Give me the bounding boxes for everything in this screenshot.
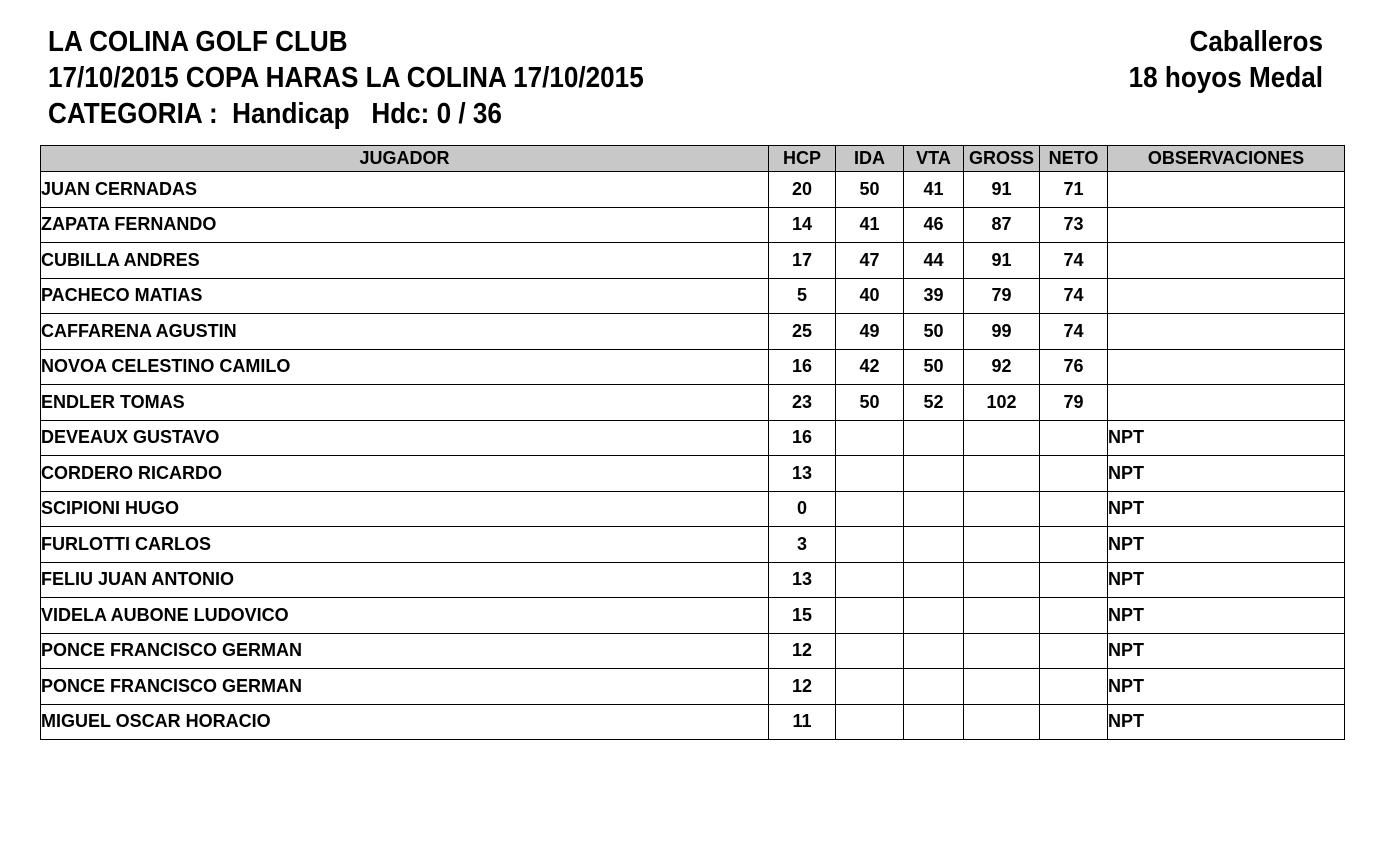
- hcp-cell: 16: [769, 420, 836, 456]
- column-header-gross: GROSS: [964, 146, 1040, 172]
- neto-cell: [1040, 598, 1108, 634]
- vta-cell: 41: [904, 172, 964, 208]
- results-table: [40, 145, 1345, 740]
- observaciones-cell: [1108, 385, 1345, 421]
- vta-cell: 46: [904, 207, 964, 243]
- event-title: 17/10/2015 COPA HARAS LA COLINA 17/10/2015: [48, 62, 644, 94]
- neto-cell: [1040, 456, 1108, 492]
- table-row: [41, 314, 1345, 350]
- column-header-observaciones: OBSERVACIONES: [1108, 146, 1345, 172]
- ida-cell: 50: [836, 385, 904, 421]
- ida-cell: 42: [836, 349, 904, 385]
- observaciones-cell: NPT: [1108, 704, 1345, 740]
- observaciones-cell: NPT: [1108, 491, 1345, 527]
- table-row: [41, 385, 1345, 421]
- observaciones-cell: [1108, 207, 1345, 243]
- hcp-cell: 12: [769, 633, 836, 669]
- gross-cell: 91: [964, 243, 1040, 279]
- table-row: [41, 349, 1345, 385]
- hcp-cell: 5: [769, 278, 836, 314]
- neto-cell: [1040, 633, 1108, 669]
- neto-cell: [1040, 704, 1108, 740]
- player-name-cell: PACHECO MATIAS: [41, 278, 769, 314]
- vta-cell: 39: [904, 278, 964, 314]
- gross-cell: [964, 420, 1040, 456]
- report-header: [48, 24, 710, 132]
- hcp-cell: 25: [769, 314, 836, 350]
- gross-cell: [964, 491, 1040, 527]
- hcp-cell: 16: [769, 349, 836, 385]
- table-row: [41, 456, 1345, 492]
- table-row: [41, 278, 1345, 314]
- neto-cell: 71: [1040, 172, 1108, 208]
- observaciones-cell: NPT: [1108, 669, 1345, 705]
- neto-cell: 74: [1040, 278, 1108, 314]
- observaciones-cell: NPT: [1108, 633, 1345, 669]
- table-row: [41, 633, 1345, 669]
- player-name-cell: SCIPIONI HUGO: [41, 491, 769, 527]
- column-header-neto: NETO: [1040, 146, 1108, 172]
- category-line: CATEGORIA : Handicap Hdc: 0 / 36: [48, 98, 502, 130]
- hcp-cell: 13: [769, 456, 836, 492]
- ida-cell: [836, 527, 904, 563]
- vta-cell: [904, 491, 964, 527]
- ida-cell: 50: [836, 172, 904, 208]
- table-row: [41, 598, 1345, 634]
- neto-cell: [1040, 669, 1108, 705]
- vta-cell: [904, 704, 964, 740]
- ida-cell: [836, 598, 904, 634]
- gross-cell: [964, 562, 1040, 598]
- player-name-cell: CUBILLA ANDRES: [41, 243, 769, 279]
- hcp-cell: 13: [769, 562, 836, 598]
- neto-cell: 79: [1040, 385, 1108, 421]
- ida-cell: [836, 562, 904, 598]
- column-header-jugador: JUGADOR: [41, 146, 769, 172]
- vta-cell: [904, 527, 964, 563]
- player-name-cell: CAFFARENA AGUSTIN: [41, 314, 769, 350]
- report-format: [1107, 24, 1323, 96]
- ida-cell: [836, 491, 904, 527]
- vta-cell: [904, 669, 964, 705]
- player-name-cell: NOVOA CELESTINO CAMILO: [41, 349, 769, 385]
- neto-cell: [1040, 420, 1108, 456]
- gross-cell: 91: [964, 172, 1040, 208]
- observaciones-cell: NPT: [1108, 420, 1345, 456]
- neto-cell: [1040, 527, 1108, 563]
- observaciones-cell: [1108, 349, 1345, 385]
- table-row: [41, 669, 1345, 705]
- table-header-row: [41, 146, 1345, 172]
- neto-cell: 76: [1040, 349, 1108, 385]
- gross-cell: [964, 527, 1040, 563]
- observaciones-cell: NPT: [1108, 562, 1345, 598]
- ida-cell: [836, 704, 904, 740]
- observaciones-cell: NPT: [1108, 527, 1345, 563]
- table-row: [41, 562, 1345, 598]
- vta-cell: 50: [904, 314, 964, 350]
- hcp-cell: 14: [769, 207, 836, 243]
- player-name-cell: VIDELA AUBONE LUDOVICO: [41, 598, 769, 634]
- club-name: LA COLINA GOLF CLUB: [48, 26, 348, 58]
- player-name-cell: PONCE FRANCISCO GERMAN: [41, 669, 769, 705]
- ida-cell: [836, 633, 904, 669]
- ida-cell: [836, 420, 904, 456]
- gross-cell: [964, 456, 1040, 492]
- vta-cell: [904, 562, 964, 598]
- neto-cell: [1040, 562, 1108, 598]
- hcp-cell: 20: [769, 172, 836, 208]
- player-name-cell: FURLOTTI CARLOS: [41, 527, 769, 563]
- gross-cell: [964, 704, 1040, 740]
- observaciones-cell: [1108, 172, 1345, 208]
- ida-cell: [836, 669, 904, 705]
- vta-cell: 50: [904, 349, 964, 385]
- vta-cell: 52: [904, 385, 964, 421]
- ida-cell: 41: [836, 207, 904, 243]
- player-name-cell: PONCE FRANCISCO GERMAN: [41, 633, 769, 669]
- observaciones-cell: NPT: [1108, 456, 1345, 492]
- vta-cell: [904, 420, 964, 456]
- hcp-cell: 17: [769, 243, 836, 279]
- gross-cell: [964, 598, 1040, 634]
- gender-label: Caballeros: [1189, 26, 1323, 58]
- ida-cell: 40: [836, 278, 904, 314]
- hcp-cell: 12: [769, 669, 836, 705]
- gross-cell: 99: [964, 314, 1040, 350]
- observaciones-cell: [1108, 243, 1345, 279]
- column-header-vta: VTA: [904, 146, 964, 172]
- neto-cell: 74: [1040, 243, 1108, 279]
- player-name-cell: FELIU JUAN ANTONIO: [41, 562, 769, 598]
- player-name-cell: MIGUEL OSCAR HORACIO: [41, 704, 769, 740]
- vta-cell: [904, 633, 964, 669]
- gross-cell: 87: [964, 207, 1040, 243]
- gross-cell: 102: [964, 385, 1040, 421]
- player-name-cell: CORDERO RICARDO: [41, 456, 769, 492]
- format-label: 18 hoyos Medal: [1128, 62, 1323, 94]
- vta-cell: [904, 456, 964, 492]
- table-row: [41, 172, 1345, 208]
- hcp-cell: 11: [769, 704, 836, 740]
- player-name-cell: DEVEAUX GUSTAVO: [41, 420, 769, 456]
- table-row: [41, 243, 1345, 279]
- table-row: [41, 491, 1345, 527]
- gross-cell: 92: [964, 349, 1040, 385]
- player-name-cell: ZAPATA FERNANDO: [41, 207, 769, 243]
- table-row: [41, 704, 1345, 740]
- neto-cell: 74: [1040, 314, 1108, 350]
- vta-cell: [904, 598, 964, 634]
- hcp-cell: 0: [769, 491, 836, 527]
- hcp-cell: 3: [769, 527, 836, 563]
- observaciones-cell: NPT: [1108, 598, 1345, 634]
- ida-cell: 49: [836, 314, 904, 350]
- neto-cell: [1040, 491, 1108, 527]
- ida-cell: 47: [836, 243, 904, 279]
- observaciones-cell: [1108, 278, 1345, 314]
- table-row: [41, 527, 1345, 563]
- gross-cell: 79: [964, 278, 1040, 314]
- gross-cell: [964, 633, 1040, 669]
- neto-cell: 73: [1040, 207, 1108, 243]
- table-row: [41, 207, 1345, 243]
- column-header-ida: IDA: [836, 146, 904, 172]
- table-row: [41, 420, 1345, 456]
- gross-cell: [964, 669, 1040, 705]
- vta-cell: 44: [904, 243, 964, 279]
- ida-cell: [836, 456, 904, 492]
- player-name-cell: ENDLER TOMAS: [41, 385, 769, 421]
- player-name-cell: JUAN CERNADAS: [41, 172, 769, 208]
- hcp-cell: 23: [769, 385, 836, 421]
- column-header-hcp: HCP: [769, 146, 836, 172]
- observaciones-cell: [1108, 314, 1345, 350]
- hcp-cell: 15: [769, 598, 836, 634]
